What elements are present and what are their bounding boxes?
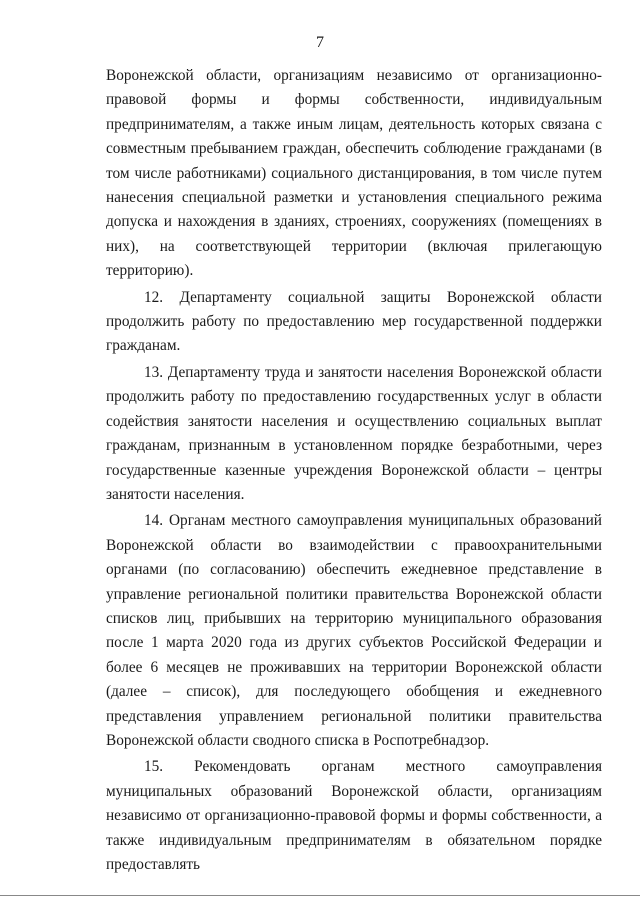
paragraph-14: 14. Органам местного самоуправления муниципальных образований Воронежской области во взаимодействии с правоохранительными органами (по согласованию) обеспечить ежедневное представление в управление региональной политики правительства Воронежской области списков лиц, прибывших на территорию муниципального образования после 1 марта 2020 года из других субъектов Российской Федерации и более 6 месяцев не проживавших на территории Воронежской области (далее – список), для последующего обобщения и ежедневного представления управлением региональной политики правительства Воронежской области сводного списка в Роспотребнадзор. bbox=[106, 512, 602, 749]
page-number: 7 bbox=[316, 34, 324, 51]
paragraph-continuation: Воронежской области, организациям независимо от организационно-правовой формы и формы собственности, индивидуальным предпринимателям, а также иным лицам, деятельность которых связана с совместным пребыванием граждан, обеспечить соблюдение гражданами (в том числе работниками) социального дистанцирования, в том числе путем нанесения специальной разметки и установления специального режима допуска и нахождения в зданиях, строениях, сооружениях (помещениях в них), на соответствующей территории (включая прилегающую территорию). bbox=[106, 67, 602, 280]
paragraph-15: 15. Рекомендовать органам местного самоуправления муниципальных образований Воронежской области, организациям независимо от организационно-правовой формы и формы собственности, а также индивидуальным предпринимателям в обязательном порядке предоставлять bbox=[106, 758, 602, 873]
paragraph-12: 12. Департаменту социальной защиты Воронежской области продолжить работу по предоставлению мер государственной поддержки гражданам. bbox=[106, 288, 602, 355]
paragraph-13: 13. Департаменту труда и занятости населения Воронежской области продолжить работу по предоставлению государственных услуг в области содействия занятости населения и осуществлению социальных выплат гражданам, признанным в установленном порядке безработными, через государственные казенные учреждения Воронежской области – центры занятости населения. bbox=[106, 363, 602, 503]
document-body bbox=[106, 64, 602, 877]
page-bottom-divider bbox=[0, 895, 640, 896]
